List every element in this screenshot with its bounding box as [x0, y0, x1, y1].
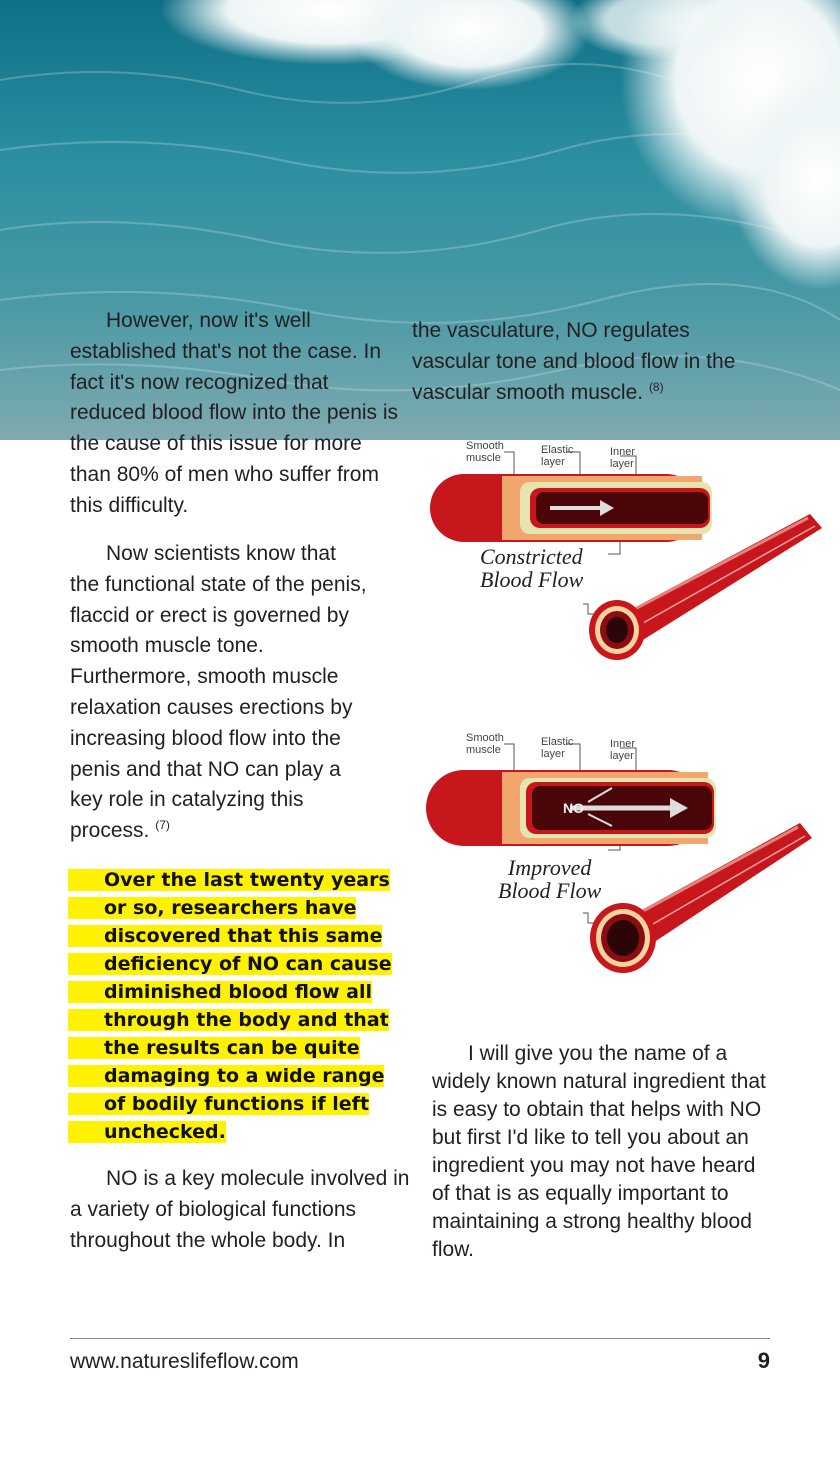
reference-marker: (7): [155, 818, 170, 833]
label-line: Smooth: [466, 440, 504, 452]
label-elastic-layer: [541, 444, 573, 468]
caption-line: Blood Flow: [480, 567, 584, 592]
vessel-diagram-constricted: [420, 436, 840, 666]
highlighted-callout: [68, 866, 404, 1146]
label-line: layer: [610, 458, 634, 470]
paragraph: However, now it's well established that's not the case. In fact it's now recognized that reduced blood flow into the penis is the cause of this issue for more than 80% of men who suffer from this difficulty.: [70, 309, 399, 517]
no-label: NO: [563, 800, 584, 816]
paragraph: I will give you the name of a widely known natural ingredient that is easy to obtain that helps with NO but first I'd like to tell you about an ingredient you may not have heard of that is as equally important to maintaining a strong healthy blood flow.: [432, 1042, 766, 1261]
footer-divider: [70, 1338, 770, 1339]
paragraph: NO is a key molecule involved in a variety of biological functions throughout the whole body. In: [70, 1167, 410, 1252]
caption-line: Constricted: [480, 544, 583, 569]
right-column-2: [432, 1040, 772, 1264]
right-column: [412, 316, 752, 408]
left-column-3: [70, 1164, 410, 1256]
reference-marker: (8): [648, 379, 664, 394]
caption-improved: [498, 856, 601, 902]
blood-vessel-illustration: [420, 728, 840, 978]
paragraph-text: Now scientists know that the functional state of the penis, flaccid or erect is governed by smooth muscle tone. Furthermore, smooth muscle relaxation causes erections by increasing blood flow into the penis and that NO can play a key role in catalyzing this process.: [70, 542, 367, 843]
caption-line: Blood Flow: [498, 878, 602, 903]
label-line: Elastic: [541, 736, 574, 748]
label-line: layer: [541, 748, 565, 760]
vessel-diagram-improved: [420, 728, 840, 978]
label-inner-layer: [610, 446, 635, 470]
label-inner-layer: [610, 738, 635, 762]
label-line: layer: [541, 456, 565, 468]
label-line: Inner: [610, 738, 636, 750]
label-line: Elastic: [541, 444, 574, 456]
label-line: muscle: [466, 744, 501, 756]
paragraph-text: the vasculature, NO regulates vascular tone and blood flow in the vascular smooth muscle.: [412, 319, 736, 404]
label-smooth-muscle: [466, 440, 504, 464]
footer-url[interactable]: www.natureslifeflow.com: [70, 1350, 299, 1373]
left-column-2: [70, 539, 370, 847]
paragraph: [412, 316, 752, 408]
caption-line: Improved: [507, 855, 592, 880]
label-line: layer: [610, 750, 634, 762]
paragraph: [70, 539, 370, 847]
label-line: muscle: [466, 452, 501, 464]
label-smooth-muscle: [466, 732, 504, 756]
label-line: Smooth: [466, 732, 504, 744]
caption-constricted: [480, 545, 583, 591]
label-elastic-layer: [541, 736, 573, 760]
left-column: [70, 306, 408, 522]
label-line: Inner: [610, 446, 636, 458]
highlighted-text: Over the last twenty years or so, researchers have discovered that this same deficiency of NO can cause diminished blood flow all through the body and that the results can be quite damaging to a wide range of bodily functions if left unchecked.: [68, 869, 392, 1143]
page-number: 9: [757, 1348, 770, 1373]
